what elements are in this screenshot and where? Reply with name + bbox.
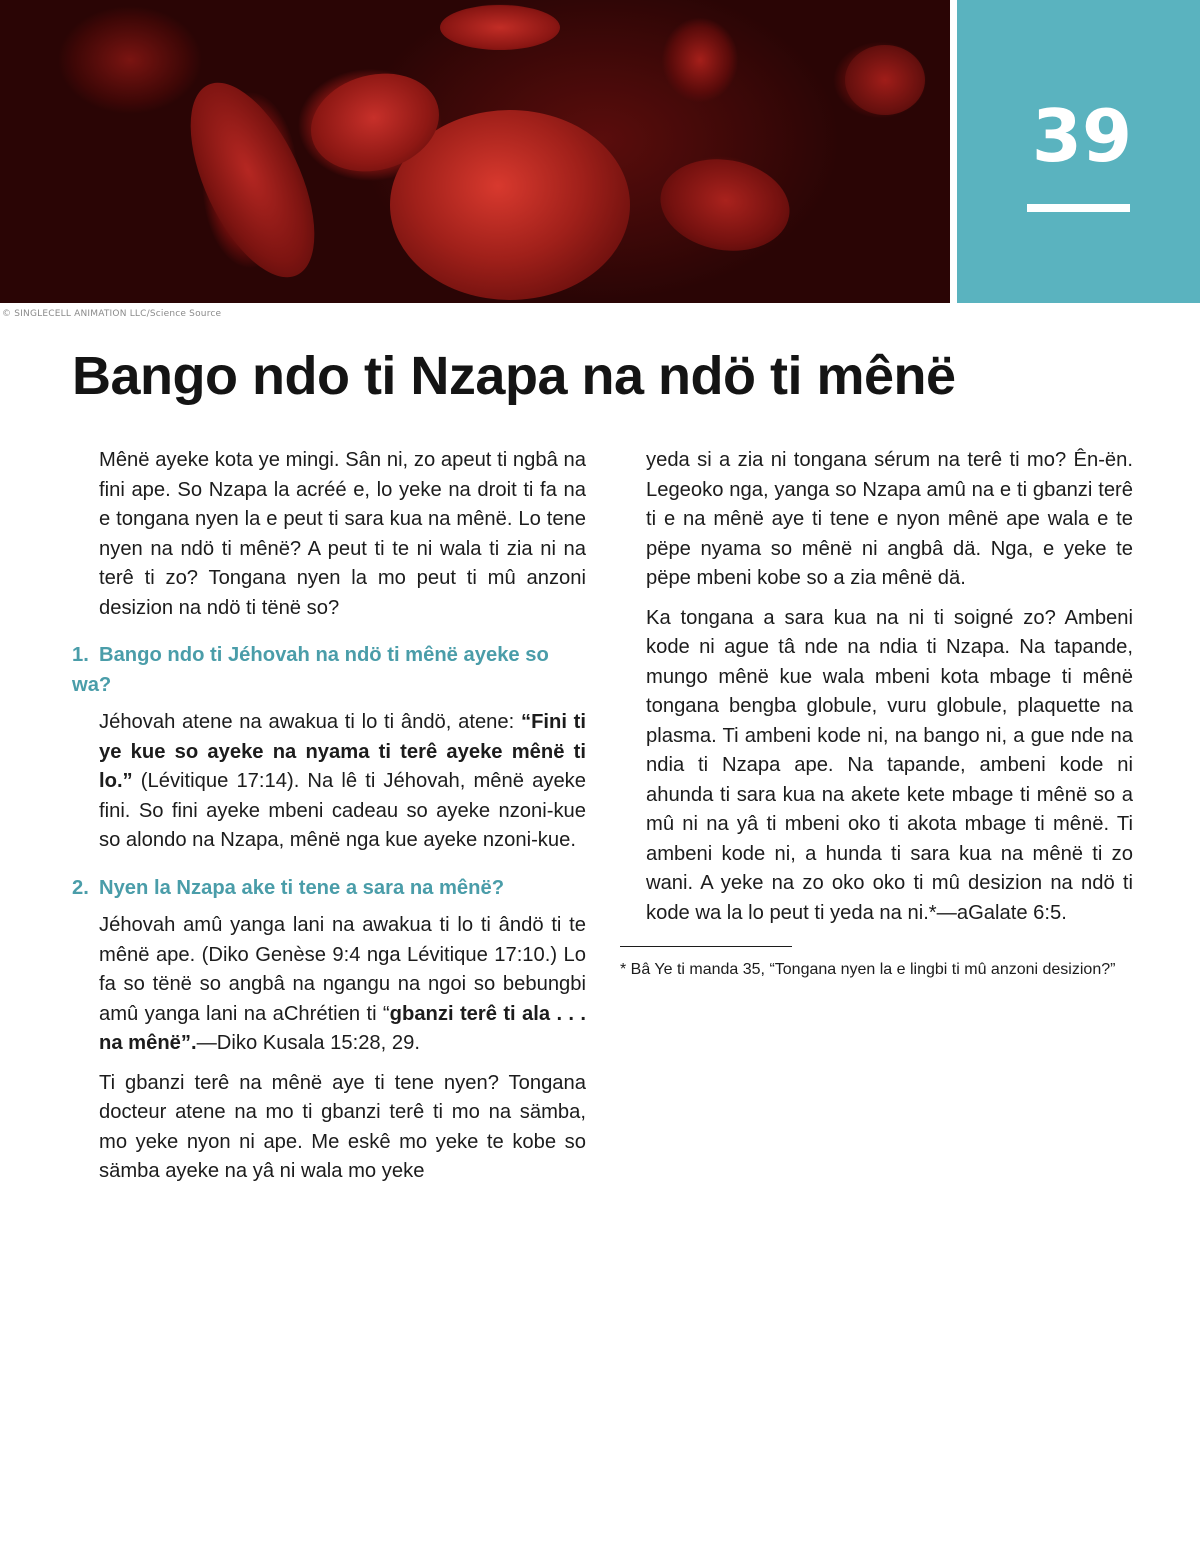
section-2-paragraph-1 <box>99 911 586 1059</box>
hero-image-blood-cells <box>0 0 950 303</box>
section-1-question-text: Bango ndo ti Jéhovah na ndö ti mênë ayeke so wa? <box>72 644 549 696</box>
page-title: Bango ndo ti Nzapa na ndö ti mênë <box>72 346 956 406</box>
blood-cell <box>653 149 797 260</box>
photo-credit: © SINGLECELL ANIMATION LLC/Science Source <box>2 309 222 319</box>
intro-paragraph: Mênë ayeke kota ye mingi. Sân ni, zo apeut ti ngbâ na fini ape. So Nzapa la acréé e, lo yeke na droit ti fa na e tongana nyen la e peut ti sara kua na mênë. Lo tene nyen na ndö ti mênë? A peut ti te ni wala ti zia ni na terê ti zo? Tongana nyen la mo peut ti mû anzoni desizion na ndö ti tënë so? <box>99 449 586 619</box>
section-2-paragraph-3: Ka tongana a sara kua na ni ti soigné zo? Ambeni kode ni ague tâ nde na ndia ti Nzapa. Na tapande, mungo mênë kue wala mbeni kota mbage ti mênë tongana bengba globule, vuru globule, plaquette na plasma. Ti ambeni kode ni, na bango ni, a gue nde na ndia ti Nzapa ape. Na tapande, ambeni kode ni ahunda ti sara kua na akete kete mbage ti mênë so a mû ni na yâ ti mbeni oko ti akota mbage ti mênë. Ti ambeni kode ni, a hunda ti sara kua na mênë ti zo wani. A yeke na zo oko oko ti mû desizion na ndö ti kode wa la lo peut ti yeda na ni.*—aGalate 6:5. <box>646 606 1133 924</box>
footnote: * Bâ Ye ti manda 35, “Tongana nyen la e lingbi ti mû anzoni desizion?” <box>620 961 1116 978</box>
footnote-divider <box>620 946 792 947</box>
section-1-paragraph <box>99 708 586 856</box>
blood-cell <box>440 5 560 50</box>
chapter-number: 39 <box>1031 94 1133 178</box>
section-2-number: 2. <box>72 876 89 899</box>
section-1-text-b: (Lévitique 17:14). Na lê ti Jéhovah, mênë ayeke fini. So fini ayeke mbeni cadeau so ayeke nzoni-kue so alondo na Nzapa, mênë nga kue ayeke nzoni-kue. <box>99 770 586 851</box>
section-1-question <box>72 641 586 700</box>
section-2-paragraph-2-start: Ti gbanzi terê na mênë aye ti tene nyen? Tongana docteur atene na mo ti gbanzi terê ti mo na sämba, mo yeke nyon ni ape. Me eskê mo yeke te kobe so sämba ayeke na yâ ni wala mo yeke <box>99 1071 586 1182</box>
chapter-badge <box>957 0 1200 303</box>
section-2-question <box>72 874 586 904</box>
section-1-number: 1. <box>72 644 89 666</box>
section-2-quote: gbanzi terê ti ala . . . na mênë”. <box>99 1002 586 1054</box>
chapter-number-underline <box>1027 204 1130 212</box>
section-1-quote: “Fini ti ye kue so ayeke na nyama ti terê ayeke mênë ti lo.” <box>99 711 586 792</box>
section-2-text-b: —Diko Kusala 15:28, 29. <box>196 1032 420 1054</box>
section-2-text-a: Jéhovah amû yanga lani na awakua ti lo ti ândö ti te mênë ape. (Diko Genèse 9:4 nga Lévitique 17:10.) Lo fa so tënë so angbâ na ngangu na ngoi so bebungbi amû yanga lani na aChrétien ti “ <box>99 914 586 1025</box>
section-2-question-text: Nyen la Nzapa ake ti tene a sara na mênë? <box>99 876 505 899</box>
blood-cell <box>845 45 925 115</box>
left-column <box>72 446 586 1187</box>
right-column <box>620 446 1133 981</box>
blood-cell <box>165 65 340 295</box>
section-1-text-a: Jéhovah atene na awakua ti lo ti ândö, atene: <box>99 711 521 733</box>
section-2-paragraph-2-end: yeda si a zia ni tongana sérum na terê ti mo? Ên-ën. Legeoko nga, yanga so Nzapa amû na e ti gbanzi terê ti e na mênë aye ti tene e nyon mênë ape wala e te pëpe nyama so mênë ni angbâ dä. Nga, e yeke te pëpe mbeni kobe so a zia mênë dä. <box>646 449 1133 589</box>
